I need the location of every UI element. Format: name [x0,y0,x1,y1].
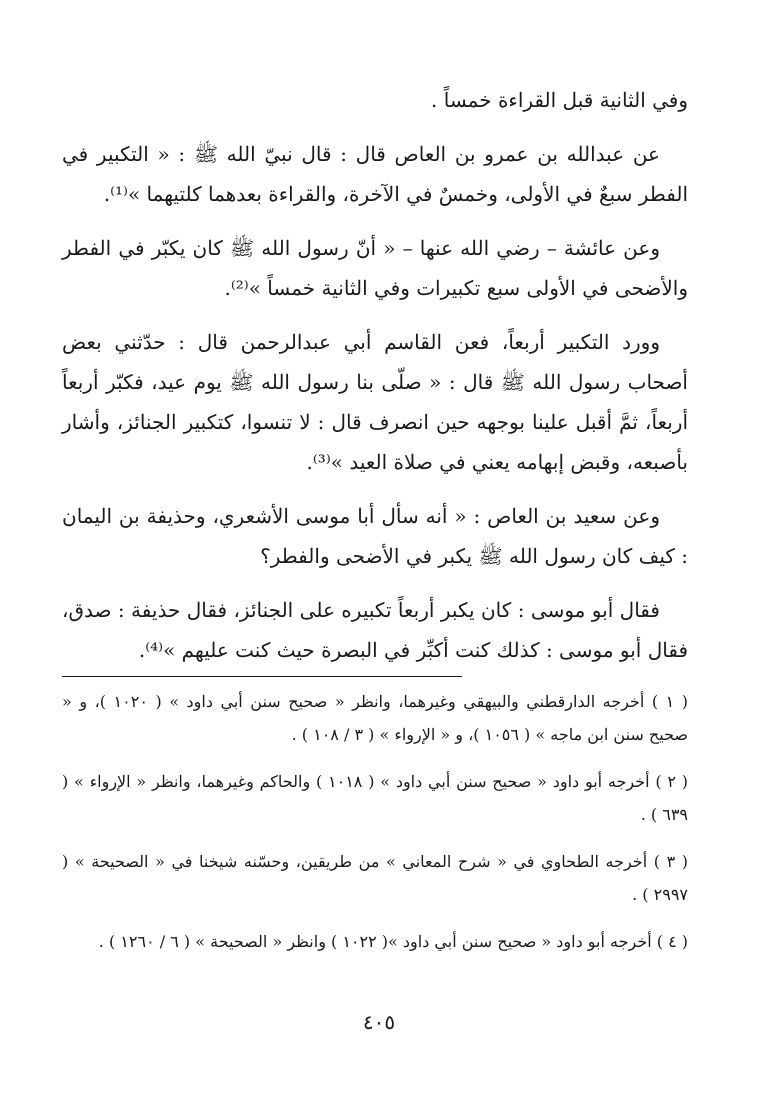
footnote-separator [62,676,462,677]
paragraph-4: وورد التكبير أربعاً، فعن القاسم أبي عبدالرحمن قال : حدّثني بعض أصحاب رسول الله ﷺ قال : « صلّى بنا رسول الله ﷺ يوم عيد، فكبّر أربعاً أربعاً، ثمَّ أقبل علينا بوجهه حين انصرف قال : لا تنسوا، كتكبير الجنائز، وأشار بأصبعه، وقبض إبهامه يعني في صلاة العيد »⁽³⁾. [62,330,688,474]
footnote-2: ( ٢ ) أخرجه أبو داود « صحيح سنن أبي داود » ( ١٠١٨ ) والحاكم وغيرهما، وانظر « الإرواء » ( ٦٣٩ ) . [62,772,689,824]
paragraph-5: وعن سعيد بن العاص : « أنه سأل أبا موسى الأشعري، وحذيفة بن اليمان : كيف كان رسول الله ﷺ يكبر في الأضحى والفطر؟ [62,504,688,568]
paragraph-3: وعن عائشة – رضي الله عنها – « أنّ رسول الله ﷺ كان يكبّر في الفطر والأضحى في الأولى سبع تكبيرات وفي الثانية خمساً »⁽²⁾. [62,236,688,300]
main-text [62,80,688,684]
paragraph-6: فقال أبو موسى : كان يكبر أربعاً تكبيره على الجنائز، فقال حذيفة : صدق، فقال أبو موسى : كذلك كنت أكبِّر في البصرة حيث كنت عليهم »⁽⁴⁾. [62,598,688,662]
page-number: ٤٠٥ [362,1010,396,1034]
paragraph-2: عن عبدالله بن عمرو بن العاص قال : قال نبيّ الله ﷺ : « التكبير في الفطر سبعٌ في الأولى، وخمسٌ في الآخرة، والقراءة بعدهما كلتيهما »⁽¹⁾. [62,142,688,206]
footnote-1: ( ١ ) أخرجه الدارقطني والبيهقي وغيرهما، وانظر « صحيح سنن أبي داود » ( ١٠٢٠ )، و « صحيح سنن ابن ماجه » ( ١٠٥٦ )، و « الإرواء » ( ٣ / ١٠٨ ) . [62,692,688,744]
footnote-4: ( ٤ ) أخرجه أبو داود « صحيح سنن أبي داود »( ١٠٢٢ ) وانظر « الصحيحة » ( ٦ / ١٢٦٠ ) . [98,932,688,951]
paragraph-1: وفي الثانية قبل القراءة خمساً . [431,88,688,112]
footnotes [62,685,688,972]
footnote-3: ( ٣ ) أخرجه الطحاوي في « شرح المعاني » من طريقين، وحسّنه شيخنا في « الصحيحة » ( ٢٩٩٧ ) . [62,852,689,904]
